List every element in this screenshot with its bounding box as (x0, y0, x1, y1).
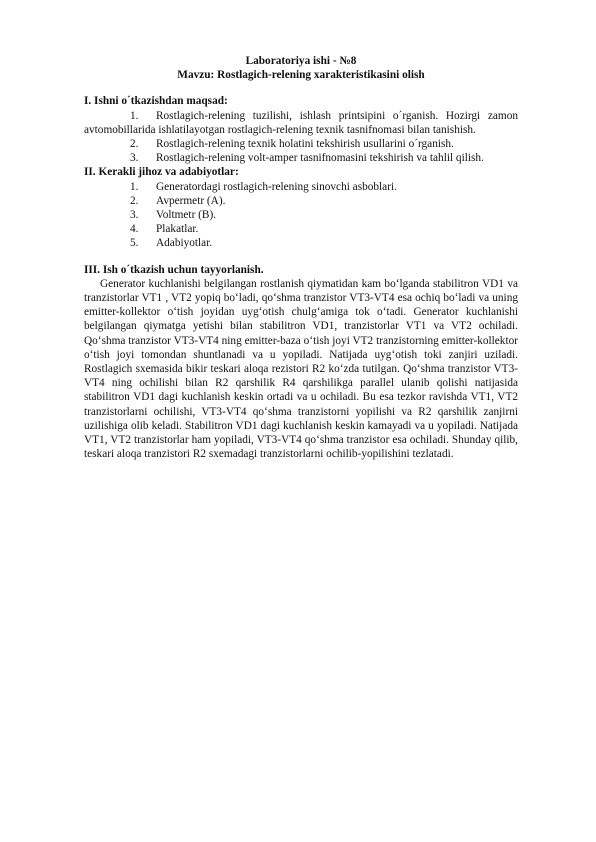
preparation-paragraph: Generator kuchlanishi belgilangan rostlanish qiymatidan kam bo‘lganda stabilitron VD1 va tranzistorlar VT1 , VT2 yopiq bo‘ladi, qo‘shma tranzistor VT3-VT4 esa ochiq bo‘ladi va uning emitter-kollektor o‘tish joyidan uyg‘otish chulg‘amiga tok o‘tadi. Generator kuchlanishi belgilangan qiymatga yetishi bilan stabilitron VD1, tranzistorlar VT1 va VT2 ochiladi. Qo‘shma tranzistor VT3-VT4 ning emitter-baza o‘tish joyi VT2 tranzistorning emitter-kollektor o‘tish joyi tomondan shuntlanadi va u yopiladi. Natijada uyg‘otish toki zanjiri uziladi. Rostlagich sxemasida bikir teskari aloqa rezistori R2 ko‘zda tutilgan. Qo‘shma tranzistor VT3-VT4 ning ochilishi bilan R2 qarshilik R4 qarshilikga parallel ulanib qolishi natijasida stabilitron VD1 dagi kuchlanish keskin ortadi va u ochiladi. Bu esa tezkor ravishda VT1, VT2 tranzistorlarni ochilishi, VT3-VT4 qo‘shma tranzistorni yopilishi va R2 qarshilik zanjirni uzilishiga olib keladi. Stabilitron VD1 dagi kuchlanish keskin kamayadi va u yopiladi. Natijada VT1, VT2 tranzistorlar ham yopiladi, VT3-VT4 qo‘shma tranzistor esa ochiladi. Shunday qilib, teskari aloqa tranzistori R2 sxemadagi tranzistorlarni ochilib-yopilishini tezlatadi. (84, 277, 518, 461)
list-text: Generatordagi rostlagich-relening sinovchi asboblari. (156, 180, 397, 193)
section-heading-equipment: II. Kerakli jihoz va adabiyotlar: (84, 166, 239, 179)
list-text: Voltmetr (B). (156, 209, 217, 222)
list-text: Plakatlar. (156, 223, 199, 236)
list-text: Rostlagich-relening volt-amper tasnifnomasini tekshirish va tahlil qilish. (156, 152, 484, 165)
list-item (84, 151, 518, 165)
list-item (84, 236, 518, 250)
list-item (84, 137, 518, 151)
spacer (84, 82, 518, 94)
list-item (84, 222, 518, 236)
list-text: Avpermetr (A). (156, 194, 226, 207)
list-number: 5. (130, 237, 139, 250)
list-number: 2. (130, 194, 139, 207)
topic-title: Mavzu: Rostlagich-relening xarakteristikasini olish (177, 69, 425, 82)
list-number: 1. (130, 180, 139, 193)
list-item (84, 194, 518, 208)
document-page (84, 54, 518, 461)
list-number: 1. (130, 109, 139, 122)
list-number: 3. (130, 209, 139, 222)
list-item (84, 208, 518, 222)
list-text: Rostlagich-relening tuzilishi, ishlash printsipini o´rganish. Hozirgi zamon avtomobillarida ishlatilayotgan rostlagich-relening texnik tasnifnomasi bilan tanishish. (84, 109, 518, 136)
list-number: 4. (130, 223, 139, 236)
list-number: 3. (130, 152, 139, 165)
equipment-list (84, 180, 518, 251)
list-number: 2. (130, 138, 139, 151)
purpose-list (84, 109, 518, 166)
list-text: Adabiyotlar. (156, 237, 213, 250)
section-heading-preparation: III. Ish o´tkazish uchun tayyorlanish. (84, 263, 264, 276)
spacer (84, 251, 518, 263)
list-text: Rostlagich-relening texnik holatini tekshirish usullarini o´rganish. (156, 138, 454, 151)
list-item (84, 180, 518, 194)
section-heading-purpose: I. Ishni o´tkazishdan maqsad: (84, 95, 228, 108)
list-item (84, 109, 518, 137)
lab-title: Laboratoriya ishi - №8 (245, 55, 357, 67)
